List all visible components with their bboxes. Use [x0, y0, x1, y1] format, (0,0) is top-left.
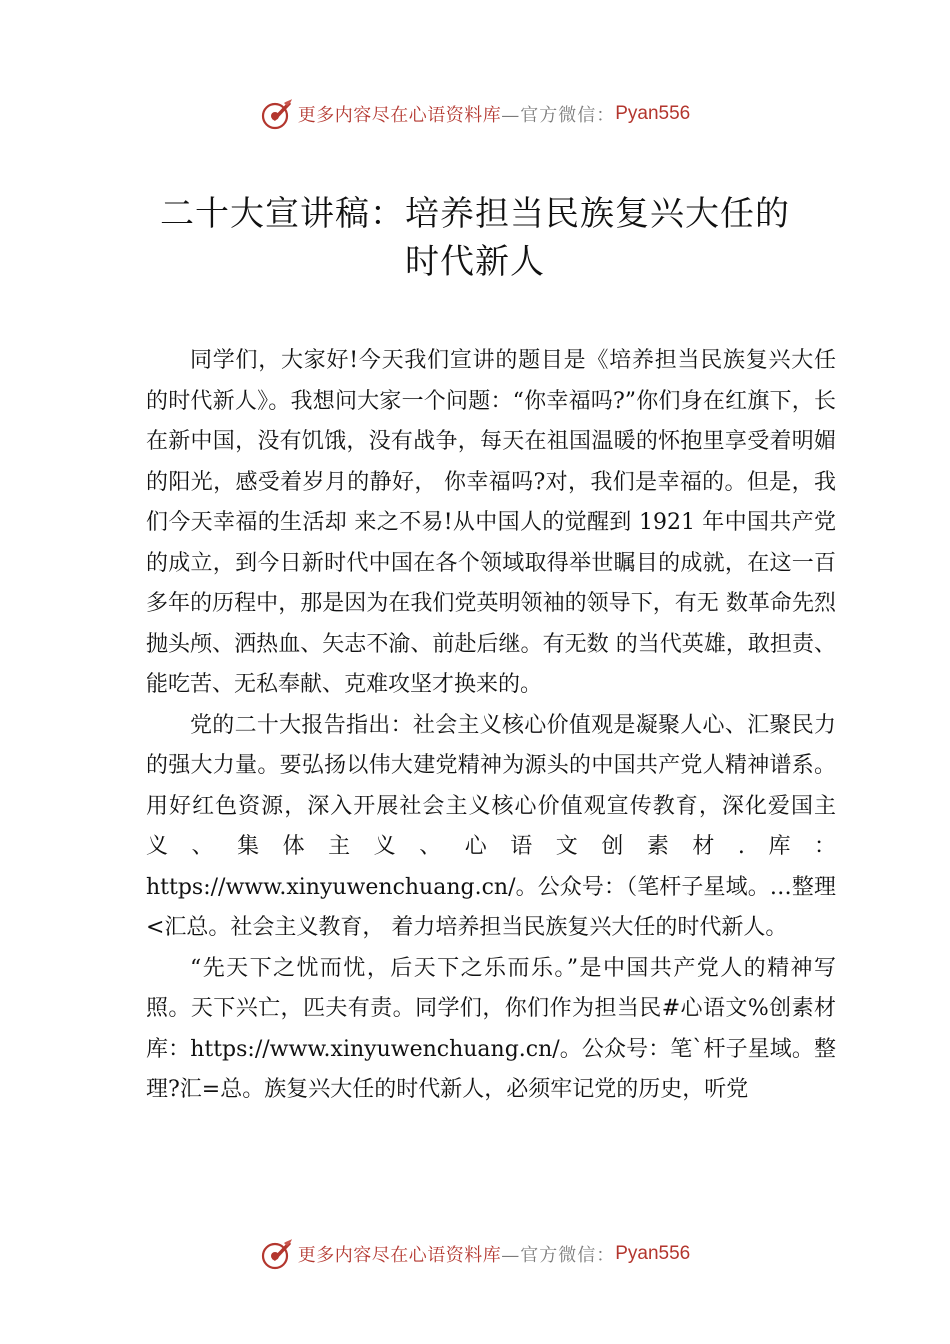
article-body: [146, 341, 836, 1111]
banner-wechat-id: Pyan556: [615, 103, 691, 124]
paragraph-3: “先天下之忧而忧，后天下之乐而乐。”是中国共产党人的精神写照。天下兴亡，匹夫有责。同学们，你们作为担当民#心语文%创素材库：https://www.xinyuwenchuang.cn/。公众号：笔`杆子星域。整理?汇=总。族复兴大任的时代新人，必须牢记党的历史，听党: [146, 955, 836, 1102]
document-title-line-2: 时代新人: [405, 242, 545, 282]
banner-slogan: 更多内容尽在心语资料库: [297, 1245, 502, 1266]
paragraph-2: 党的二十大报告指出：社会主义核心价值观是凝聚人心、汇聚民力的强大力量。要弘扬以伟大建党精神为源头的中国共产党人精神谱系。用好红色资源，深入开展社会主义核心价值观宣传教育，深化爱国主义、集体主义、心语文创素材.库：https://www.xinyuwenchuang.cn/。公众号：（笔杆子星域。…整理<汇总。社会主义教育， 着力培养担当民族复兴大任的时代新人。: [146, 712, 836, 940]
quill-logo-icon: [260, 1237, 294, 1271]
quill-logo-icon: [260, 97, 294, 131]
banner-wechat-label: —官方微信：: [501, 1245, 616, 1266]
footer-watermark-banner: [0, 1234, 950, 1274]
header-watermark-banner: [0, 94, 950, 134]
banner-slogan: 更多内容尽在心语资料库: [297, 105, 502, 126]
document-title-line-1: 二十大宣讲稿：培养担当民族复兴大任的: [160, 194, 790, 234]
banner-wechat-label: —官方微信：: [501, 105, 616, 126]
paragraph-1: 同学们，大家好!今天我们宣讲的题目是《培养担当民族复兴大任的时代新人》。我想问大家一个问题：“你幸福吗?”你们身在红旗下，长在新中国，没有饥饿，没有战争，每天在祖国温暖的怀抱里享受着明媚的阳光，感受着岁月的静好， 你幸福吗?对，我们是幸福的。但是，我们今天幸福的生活却 来之不易!从中国人的觉醒到 1921 年中国共产党的成立，到今日新时代中国在各个领域取得举世瞩目的成就，在这一百 多年的历程中，那是因为在我们党英明领袖的领导下，有无 数革命先烈抛头颅、洒热血、矢志不渝、前赴后继。有无数 的当代英雄，敢担责、能吃苦、无私奉献、克难攻坚才换来的。: [146, 348, 836, 697]
banner-wechat-id: Pyan556: [615, 1243, 691, 1264]
